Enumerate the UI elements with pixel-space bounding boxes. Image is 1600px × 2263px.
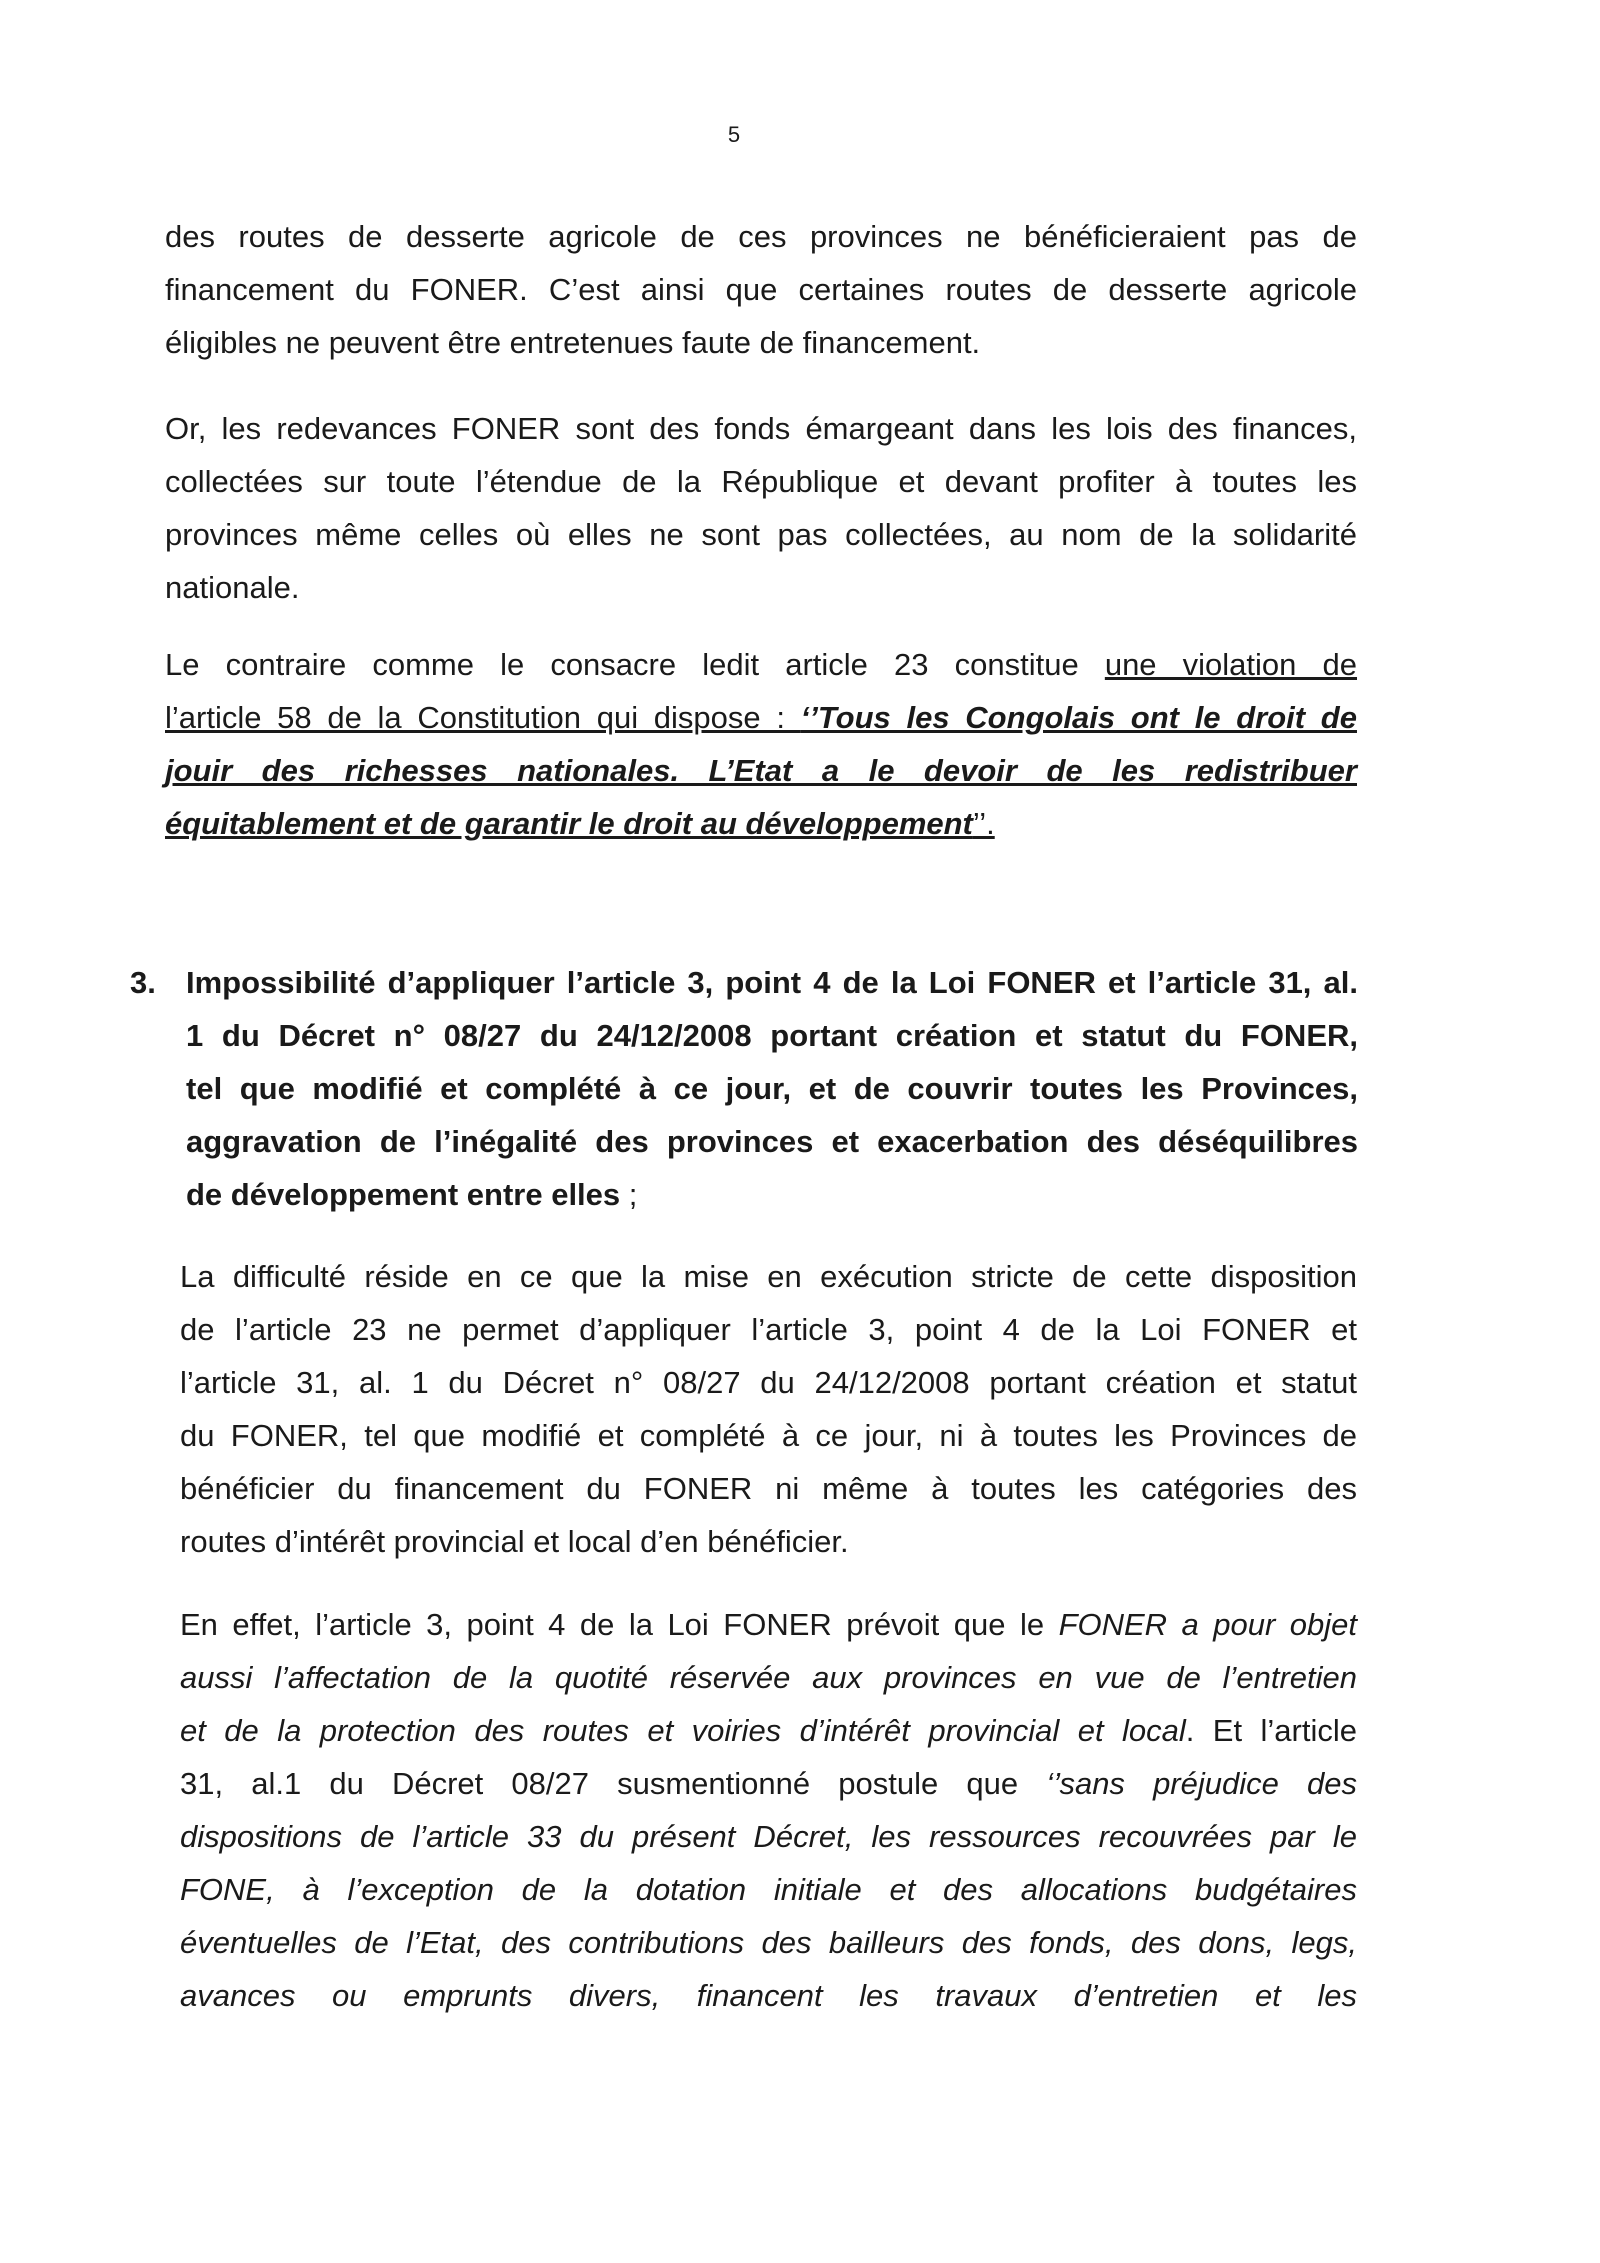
decree-quote: dispositions de l’article 33 du présent Décret, les ressources recouvrées par le [180, 1819, 1357, 1854]
paragraph-line: provinces même celles où elles ne sont pas collectées, au nom de la solidarité [165, 517, 1357, 552]
paragraph-line: financement du FONER. C’est ainsi que certaines routes de desserte agricole [165, 272, 1357, 307]
paragraph-line [165, 638, 1357, 691]
paragraph-line: des routes de desserte agricole de ces provinces ne bénéficieraient pas de [165, 219, 1357, 254]
heading-line: 1 du Décret n° 08/27 du 24/12/2008 portant création et statut du FONER, [186, 1018, 1358, 1053]
constitution-quote: équitablement et de garantir le droit au développement [165, 806, 973, 841]
underlined-text: une violation de [1104, 647, 1358, 682]
paragraph-line [180, 1916, 1357, 1969]
decree-quote: éventuelles de l’Etat, des contributions des bailleurs des fonds, des dons, legs, [180, 1925, 1357, 1960]
paragraph-line: l’article 31, al. 1 du Décret n° 08/27 du 24/12/2008 portant création et statut [180, 1365, 1357, 1400]
paragraph-line: nationale. [165, 570, 300, 605]
paragraph-5 [180, 1598, 1357, 2022]
plain-text: 31, al.1 du Décret 08/27 susmentionné postule que [180, 1766, 1047, 1801]
paragraph-line [180, 1757, 1357, 1810]
paragraph-line: du FONER, tel que modifié et complété à ce jour, ni à toutes les Provinces de [180, 1418, 1357, 1453]
paragraph-line: bénéficier du financement du FONER ni même à toutes les catégories des [180, 1471, 1357, 1506]
paragraph-line [165, 797, 1357, 850]
quote-end: ’’. [972, 806, 995, 841]
paragraph-line [180, 1598, 1357, 1651]
section-number: 3. [130, 965, 156, 1000]
paragraph-line [180, 1651, 1357, 1704]
decree-quote: ‘’sans préjudice des [1046, 1766, 1357, 1801]
paragraph-line [180, 1863, 1357, 1916]
paragraph-1 [165, 210, 1357, 369]
underlined-text: l’article 58 de la Constitution qui dispose : [165, 700, 801, 735]
paragraph-line [165, 691, 1357, 744]
italic-text: et de la protection des routes et voiries d’intérêt provincial et local [180, 1713, 1186, 1748]
paragraph-4 [180, 1250, 1357, 1568]
paragraph-line: La difficulté réside en ce que la mise en exécution stricte de cette disposition [180, 1259, 1357, 1294]
constitution-quote-line: jouir des richesses nationales. L’Etat a le devoir de les redistribuer [165, 753, 1357, 788]
plain-text: Le contraire comme le consacre ledit article 23 constitue [165, 647, 1105, 682]
paragraph-line: routes d’intérêt provincial et local d’en bénéficier. [180, 1524, 849, 1559]
paragraph-line [180, 1704, 1357, 1757]
heading-line: Impossibilité d’appliquer l’article 3, point 4 de la Loi FONER et l’article 31, al. [186, 965, 1358, 1000]
paragraph-line: collectées sur toute l’étendue de la République et devant profiter à toutes les [165, 464, 1357, 499]
paragraph-2 [165, 402, 1357, 614]
italic-text: FONER a pour objet [1058, 1607, 1357, 1642]
decree-quote: avances ou emprunts divers, financent les travaux d’entretien et les [180, 1978, 1357, 2013]
heading-line-text: de développement entre elles [186, 1177, 621, 1212]
section-heading-text [186, 956, 1358, 1221]
paragraph-line: Or, les redevances FONER sont des fonds émargeant dans les lois des finances, [165, 411, 1357, 446]
italic-text: aussi l’affectation de la quotité réservée aux provinces en vue de l’entretien [180, 1660, 1357, 1695]
heading-punctuation: ; [620, 1177, 638, 1212]
paragraph-line: de l’article 23 ne permet d’appliquer l’article 3, point 4 de la Loi FONER et [180, 1312, 1357, 1347]
paragraph-line: éligibles ne peuvent être entretenues faute de financement. [165, 325, 981, 360]
plain-text: En effet, l’article 3, point 4 de la Loi FONER prévoit que le [180, 1607, 1059, 1642]
page-number: 5 [727, 122, 741, 147]
decree-quote: FONE, à l’exception de la dotation initiale et des allocations budgétaires [180, 1872, 1357, 1907]
heading-line [186, 1168, 1358, 1221]
paragraph-line [180, 1969, 1357, 2022]
heading-line: tel que modifié et complété à ce jour, et de couvrir toutes les Provinces, [186, 1071, 1358, 1106]
heading-line: aggravation de l’inégalité des provinces et exacerbation des déséquilibres [186, 1124, 1358, 1159]
constitution-quote: ‘’Tous les Congolais ont le droit de [800, 700, 1357, 735]
paragraph-3 [165, 638, 1357, 850]
paragraph-line [180, 1810, 1357, 1863]
plain-text: . Et l’article [1185, 1713, 1357, 1748]
